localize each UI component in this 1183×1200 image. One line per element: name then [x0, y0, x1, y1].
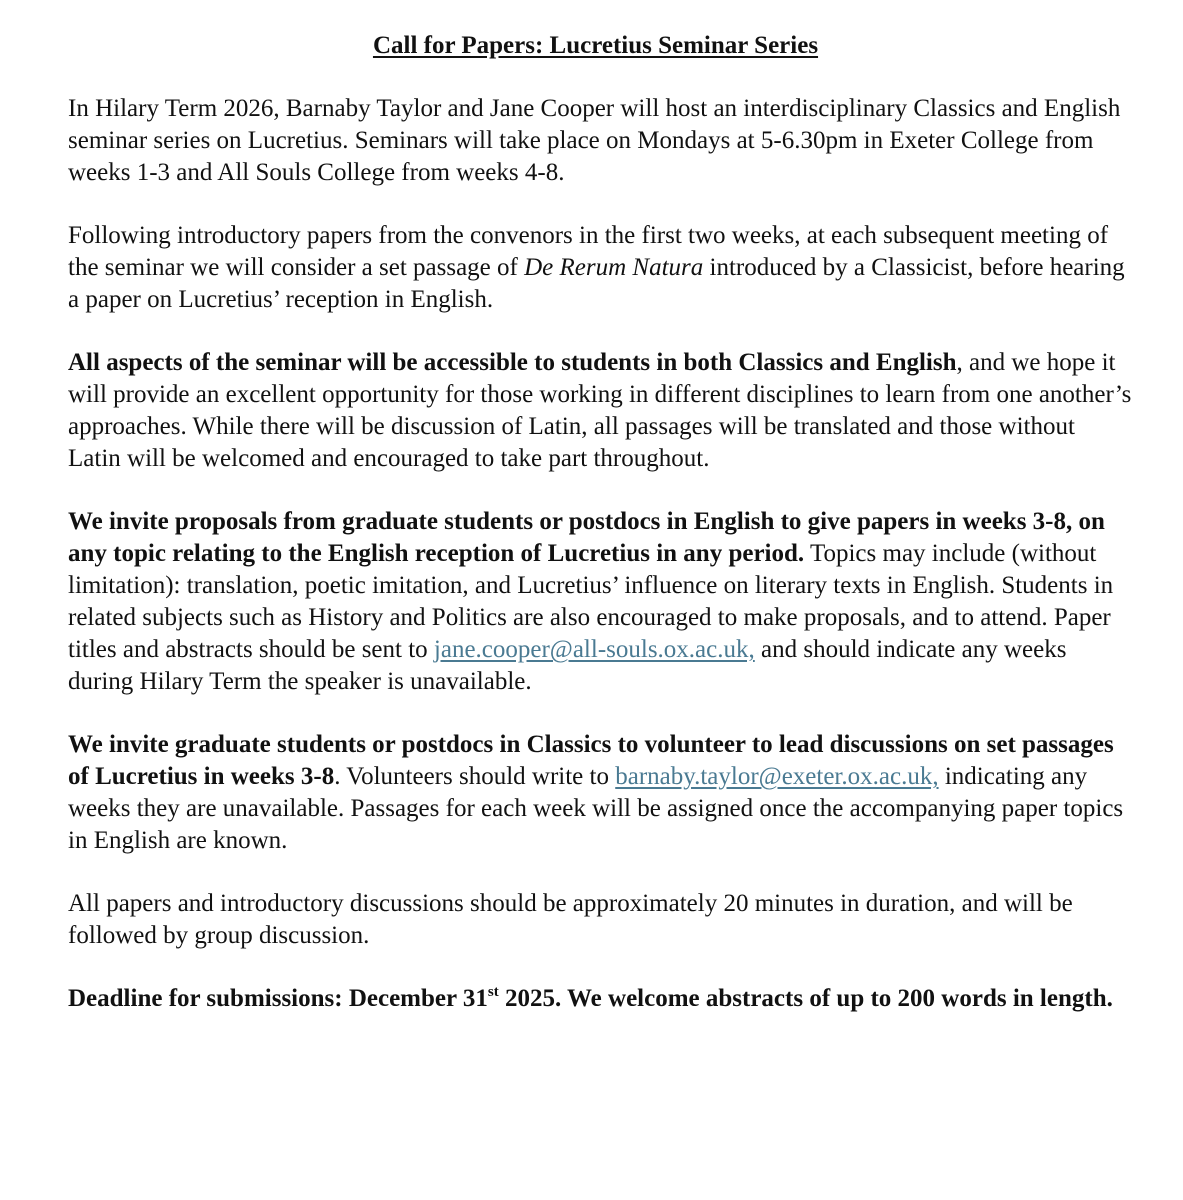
format-paragraph — [68, 220, 1133, 316]
classics-volunteers-after: indicating any weeks they are unavailable. Passages for each week will be assigned once the accompanying paper topics in English are known. — [68, 763, 1124, 854]
english-proposals-paragraph — [68, 506, 1133, 698]
deadline-text-before: Deadline for submissions: December 31 — [68, 985, 488, 1012]
english-proposals-after: and should indicate any weeks during Hilary Term the speaker is unavailable. — [68, 636, 1067, 695]
duration-paragraph — [68, 888, 1133, 952]
format-text-after: introduced by a Classicist, before hearing a paper on Lucretius’ reception in English. — [68, 254, 1125, 313]
accessibility-text: , and we hope it will provide an excellent opportunity for those working in different disciplines to learn from one another’s approaches. While there will be discussion of Latin, all passages will be translated and those without Latin will be welcomed and encouraged to take part throughout. — [68, 349, 1132, 472]
intro-paragraph — [68, 93, 1133, 189]
classics-volunteers-bold: We invite graduate students or postdocs in Classics to volunteer to lead discussions on set passages of Lucretius in weeks 3-8 — [68, 731, 1114, 790]
duration-text: All papers and introductory discussions should be approximately 20 minutes in duration, and will be followed by group discussion. — [68, 890, 1073, 949]
classics-volunteers-paragraph — [68, 729, 1133, 857]
deadline-bold — [68, 985, 1113, 1012]
barnaby-taylor-email-link[interactable]: barnaby.taylor@exeter.ox.ac.uk, — [615, 763, 939, 790]
accessibility-paragraph — [68, 347, 1133, 475]
english-proposals-bold: We invite proposals from graduate students or postdocs in English to give papers in weeks 3-8, on any topic relating to the English reception of Lucretius in any period. — [68, 508, 1105, 567]
work-title: De Rerum Natura — [524, 254, 704, 281]
classics-volunteers-text: . Volunteers should write to — [334, 763, 616, 790]
jane-cooper-email-link[interactable]: jane.cooper@all-souls.ox.ac.uk, — [433, 636, 755, 663]
ordinal-suffix: st — [487, 984, 499, 1000]
accessibility-bold: All aspects of the seminar will be accessible to students in both Classics and English — [68, 349, 957, 376]
page-title: Call for Papers: Lucretius Seminar Series — [372, 32, 819, 59]
format-text-before: Following introductory papers from the convenors in the first two weeks, at each subsequent meeting of the seminar we will consider a set passage of — [68, 222, 1109, 281]
english-proposals-text: Topics may include (without limitation): translation, poetic imitation, and Lucretius’ influence on literary texts in English. Students in related subjects such as History and Politics are also encouraged to make proposals, and to attend. Paper titles and abstracts should be sent to — [68, 540, 1114, 663]
intro-text: In Hilary Term 2026, Barnaby Taylor and Jane Cooper will host an interdisciplinary Classics and English seminar series on Lucretius. Seminars will take place on Mondays at 5-6.30pm in Exeter College from weeks 1-3 and All Souls College from weeks 4-8. — [68, 95, 1121, 186]
deadline-paragraph — [68, 983, 1133, 1015]
deadline-text-after: 2025. We welcome abstracts of up to 200 words in length. — [498, 985, 1113, 1012]
